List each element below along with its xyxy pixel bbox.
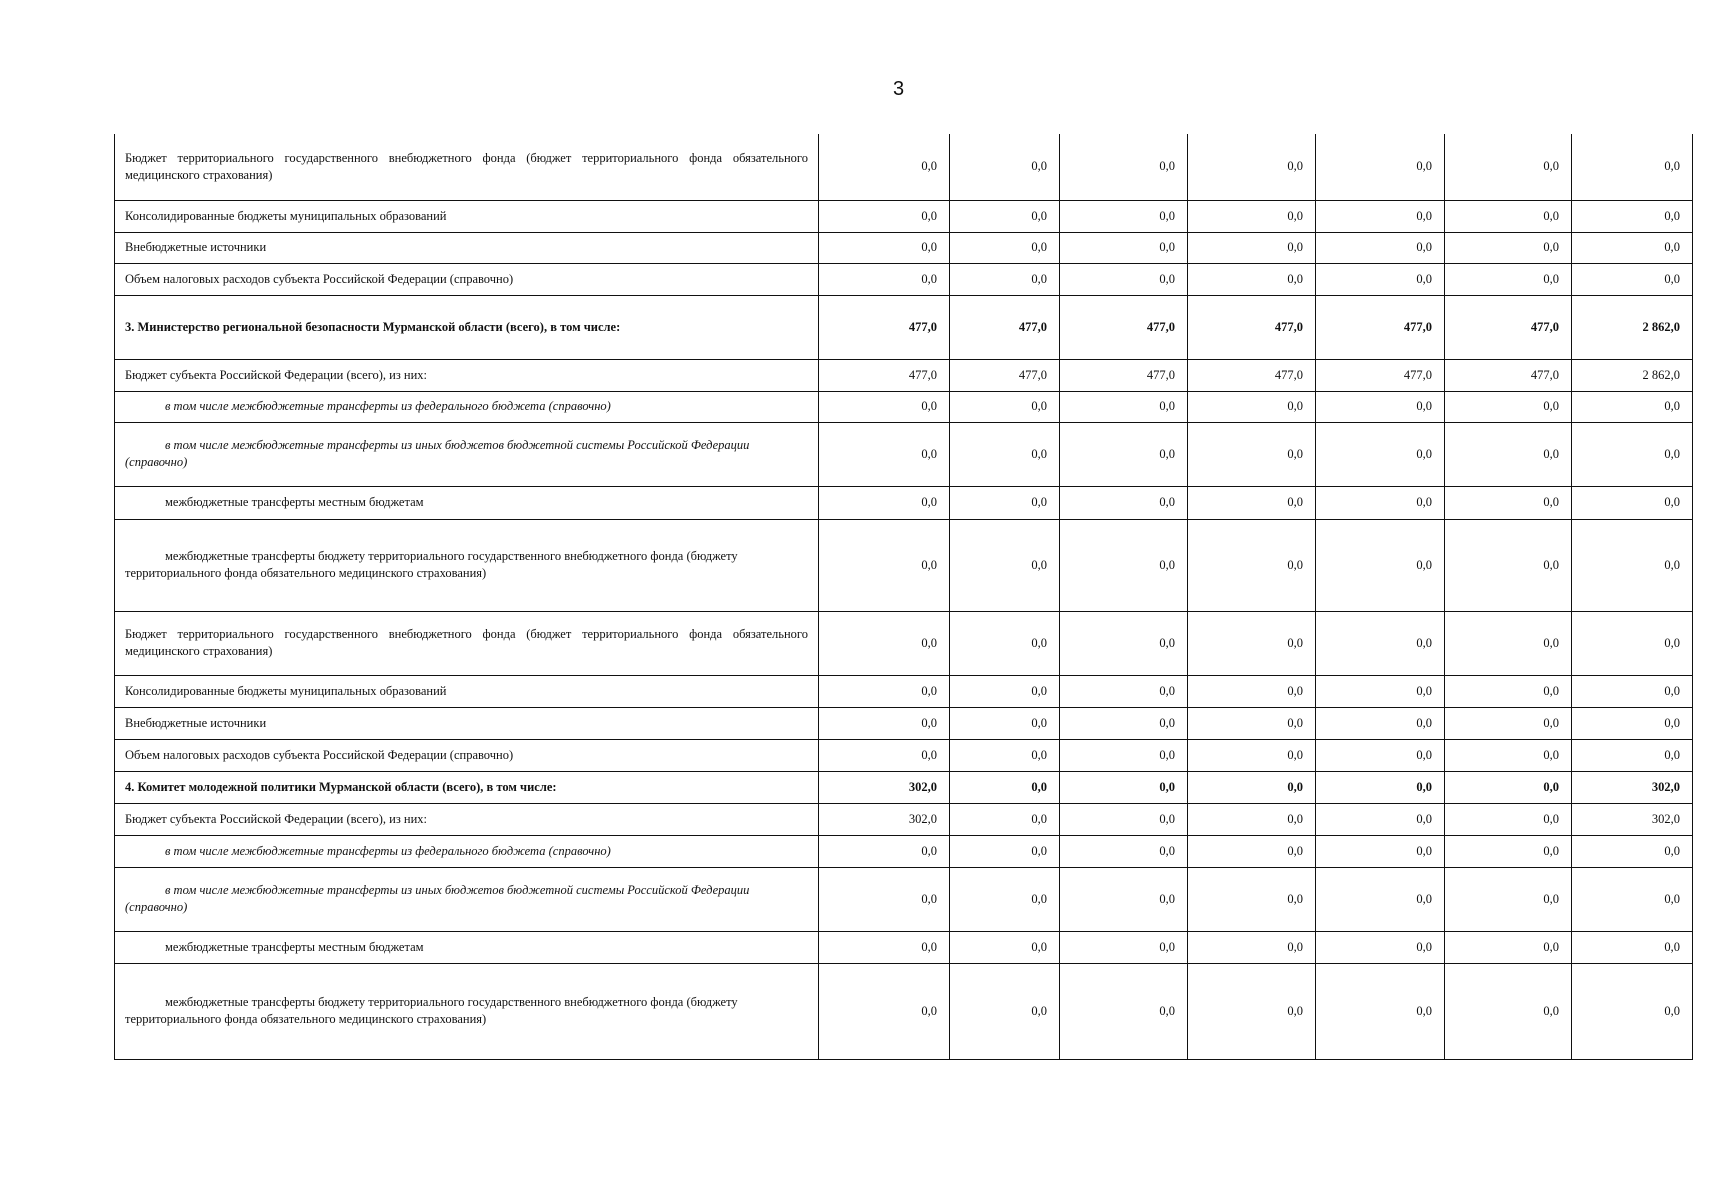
value-cell: 0,0: [1572, 611, 1693, 675]
value-cell: 0,0: [1188, 611, 1316, 675]
value-cell: 0,0: [1060, 200, 1188, 232]
value-cell: 477,0: [1316, 295, 1445, 359]
value-cell: 0,0: [1188, 232, 1316, 263]
row-label: [115, 675, 819, 707]
value-cell: 0,0: [950, 611, 1060, 675]
value-cell: 0,0: [1060, 675, 1188, 707]
value-cell: 477,0: [819, 359, 950, 391]
value-cell: 0,0: [1188, 931, 1316, 963]
value-cell: 0,0: [1316, 771, 1445, 803]
row-label: [115, 867, 819, 931]
value-cell: 0,0: [1188, 803, 1316, 835]
value-cell: 0,0: [1188, 963, 1316, 1059]
value-cell: 477,0: [1060, 295, 1188, 359]
value-cell: 0,0: [1572, 931, 1693, 963]
value-cell: 477,0: [950, 359, 1060, 391]
value-cell: 0,0: [950, 422, 1060, 486]
value-cell: 0,0: [819, 422, 950, 486]
value-cell: 0,0: [1445, 803, 1572, 835]
value-cell: 0,0: [819, 486, 950, 519]
row-label: [115, 200, 819, 232]
value-cell: 0,0: [819, 739, 950, 771]
value-cell: 0,0: [1060, 611, 1188, 675]
value-cell: 477,0: [1316, 359, 1445, 391]
value-cell: 0,0: [1060, 739, 1188, 771]
value-cell: 0,0: [1188, 675, 1316, 707]
value-cell: 0,0: [1060, 931, 1188, 963]
value-cell: 0,0: [1188, 200, 1316, 232]
value-cell: 0,0: [1316, 263, 1445, 295]
table-row: [115, 931, 1693, 963]
row-label-text: Объем налоговых расходов субъекта Российской Федерации (справочно): [125, 747, 514, 762]
value-cell: 0,0: [1572, 391, 1693, 422]
row-label: [115, 359, 819, 391]
value-cell: 0,0: [819, 200, 950, 232]
value-cell: 0,0: [1572, 835, 1693, 867]
table-row: [115, 422, 1693, 486]
value-cell: 0,0: [1188, 771, 1316, 803]
value-cell: 0,0: [1572, 263, 1693, 295]
value-cell: 477,0: [1445, 359, 1572, 391]
table-row: [115, 803, 1693, 835]
value-cell: 0,0: [1316, 931, 1445, 963]
value-cell: 0,0: [819, 963, 950, 1059]
value-cell: 0,0: [1445, 963, 1572, 1059]
row-label: [115, 486, 819, 519]
value-cell: 0,0: [1572, 422, 1693, 486]
value-cell: 0,0: [1188, 486, 1316, 519]
value-cell: 0,0: [1060, 232, 1188, 263]
row-label-text: Консолидированные бюджеты муниципальных образований: [125, 208, 447, 223]
value-cell: 0,0: [819, 134, 950, 200]
row-label-text: 4. Комитет молодежной политики Мурманской области (всего), в том числе:: [125, 779, 557, 794]
table-row: [115, 675, 1693, 707]
value-cell: 0,0: [1316, 519, 1445, 611]
table-row: [115, 835, 1693, 867]
value-cell: 0,0: [1060, 771, 1188, 803]
row-label-text: межбюджетные трансферты бюджету территориального государственного внебюджетного фонда (бюджету территориального фонда обязательного медицинского страхования): [125, 549, 738, 580]
page-number: 3: [892, 78, 905, 100]
value-cell: 0,0: [1572, 739, 1693, 771]
table-row: [115, 739, 1693, 771]
value-cell: 0,0: [1572, 963, 1693, 1059]
table-row: [115, 611, 1693, 675]
value-cell: 0,0: [1572, 200, 1693, 232]
value-cell: 0,0: [950, 835, 1060, 867]
value-cell: 0,0: [1445, 707, 1572, 739]
row-label-text: Бюджет территориального государственного внебюджетного фонда (бюджет территориального фонда обязательного медицинского страхования): [125, 627, 808, 658]
value-cell: 0,0: [819, 263, 950, 295]
value-cell: 0,0: [1572, 707, 1693, 739]
value-cell: 0,0: [1060, 803, 1188, 835]
value-cell: 477,0: [1060, 359, 1188, 391]
row-label: [115, 803, 819, 835]
row-label: [115, 519, 819, 611]
value-cell: 0,0: [1445, 200, 1572, 232]
value-cell: 0,0: [950, 931, 1060, 963]
row-label: [115, 422, 819, 486]
table-row: [115, 486, 1693, 519]
value-cell: 0,0: [1572, 232, 1693, 263]
value-cell: 0,0: [950, 771, 1060, 803]
value-cell: 477,0: [819, 295, 950, 359]
row-label: [115, 963, 819, 1059]
row-label: [115, 611, 819, 675]
value-cell: 0,0: [1316, 422, 1445, 486]
value-cell: 0,0: [950, 519, 1060, 611]
table-row: [115, 519, 1693, 611]
value-cell: 0,0: [1316, 391, 1445, 422]
value-cell: 0,0: [950, 391, 1060, 422]
value-cell: 0,0: [1445, 835, 1572, 867]
value-cell: 0,0: [1445, 134, 1572, 200]
value-cell: 0,0: [1316, 675, 1445, 707]
row-label: [115, 295, 819, 359]
table-row: [115, 867, 1693, 931]
value-cell: 0,0: [819, 611, 950, 675]
row-label-text: межбюджетные трансферты местным бюджетам: [165, 495, 424, 510]
value-cell: 0,0: [1445, 391, 1572, 422]
value-cell: 0,0: [1060, 707, 1188, 739]
table-row: [115, 200, 1693, 232]
value-cell: 0,0: [1572, 519, 1693, 611]
row-label-text: Бюджет территориального государственного внебюджетного фонда (бюджет территориального фонда обязательного медицинского страхования): [125, 150, 808, 182]
row-label-text: межбюджетные трансферты бюджету территориального государственного внебюджетного фонда (бюджету территориального фонда обязательного медицинского страхования): [125, 995, 738, 1026]
row-label-text: Внебюджетные источники: [125, 240, 267, 255]
value-cell: 0,0: [819, 519, 950, 611]
value-cell: 0,0: [1060, 963, 1188, 1059]
row-label: [115, 707, 819, 739]
table-row: [115, 771, 1693, 803]
value-cell: 302,0: [1572, 803, 1693, 835]
value-cell: 0,0: [1188, 739, 1316, 771]
value-cell: 0,0: [1188, 391, 1316, 422]
value-cell: 0,0: [1316, 707, 1445, 739]
value-cell: 0,0: [1188, 867, 1316, 931]
row-label: [115, 232, 819, 263]
value-cell: 0,0: [819, 835, 950, 867]
value-cell: 0,0: [950, 867, 1060, 931]
value-cell: 0,0: [1316, 611, 1445, 675]
value-cell: 0,0: [1316, 486, 1445, 519]
value-cell: 0,0: [1316, 134, 1445, 200]
value-cell: 0,0: [1316, 739, 1445, 771]
value-cell: 0,0: [1445, 931, 1572, 963]
value-cell: 0,0: [1316, 232, 1445, 263]
value-cell: 0,0: [950, 675, 1060, 707]
value-cell: 0,0: [1445, 771, 1572, 803]
value-cell: 0,0: [1316, 835, 1445, 867]
table-row: [115, 359, 1693, 391]
value-cell: 0,0: [1445, 263, 1572, 295]
row-label: [115, 134, 819, 200]
value-cell: 0,0: [1188, 519, 1316, 611]
value-cell: 0,0: [819, 391, 950, 422]
value-cell: 0,0: [1060, 391, 1188, 422]
value-cell: 0,0: [950, 200, 1060, 232]
table-row: [115, 963, 1693, 1059]
value-cell: 302,0: [819, 803, 950, 835]
row-label-text: в том числе межбюджетные трансферты из федерального бюджета (справочно): [165, 399, 611, 414]
value-cell: 0,0: [1188, 422, 1316, 486]
row-label: [115, 931, 819, 963]
value-cell: 0,0: [1188, 263, 1316, 295]
value-cell: 477,0: [950, 295, 1060, 359]
value-cell: 2 862,0: [1572, 359, 1693, 391]
row-label-text: 3. Министерство региональной безопасности Мурманской области (всего), в том числе:: [125, 319, 621, 334]
row-label-text: в том числе межбюджетные трансферты из иных бюджетов бюджетной системы Российской Федерации (справочно): [125, 883, 750, 914]
value-cell: 0,0: [1316, 867, 1445, 931]
value-cell: 0,0: [1316, 803, 1445, 835]
row-label-text: в том числе межбюджетные трансферты из иных бюджетов бюджетной системы Российской Федерации (справочно): [125, 438, 750, 469]
value-cell: 477,0: [1188, 295, 1316, 359]
row-label-text: Объем налоговых расходов субъекта Российской Федерации (справочно): [125, 271, 514, 286]
value-cell: 0,0: [1188, 707, 1316, 739]
value-cell: 0,0: [1060, 134, 1188, 200]
value-cell: 302,0: [1572, 771, 1693, 803]
row-label-text: Консолидированные бюджеты муниципальных образований: [125, 683, 447, 698]
value-cell: 0,0: [819, 931, 950, 963]
value-cell: 0,0: [1060, 867, 1188, 931]
value-cell: 0,0: [1316, 200, 1445, 232]
value-cell: 0,0: [1060, 835, 1188, 867]
value-cell: 0,0: [819, 867, 950, 931]
value-cell: 0,0: [1060, 422, 1188, 486]
row-label: [115, 771, 819, 803]
value-cell: 0,0: [1060, 263, 1188, 295]
value-cell: 0,0: [1060, 486, 1188, 519]
row-label: [115, 835, 819, 867]
value-cell: 0,0: [1445, 422, 1572, 486]
value-cell: 0,0: [1445, 739, 1572, 771]
row-label-text: межбюджетные трансферты местным бюджетам: [165, 939, 424, 954]
value-cell: 0,0: [950, 134, 1060, 200]
table-row: [115, 134, 1693, 200]
budget-table: [114, 134, 1693, 1060]
value-cell: 0,0: [1572, 486, 1693, 519]
row-label-text: Бюджет субъекта Российской Федерации (всего), из них:: [125, 367, 428, 382]
row-label: [115, 739, 819, 771]
row-label: [115, 391, 819, 422]
table-row: [115, 232, 1693, 263]
value-cell: 0,0: [950, 803, 1060, 835]
value-cell: 0,0: [819, 707, 950, 739]
row-label-text: Внебюджетные источники: [125, 715, 267, 730]
value-cell: 0,0: [950, 739, 1060, 771]
row-label-text: в том числе межбюджетные трансферты из федерального бюджета (справочно): [165, 843, 611, 858]
value-cell: 0,0: [1445, 611, 1572, 675]
value-cell: 477,0: [1445, 295, 1572, 359]
value-cell: 0,0: [1445, 675, 1572, 707]
row-label-text: Бюджет субъекта Российской Федерации (всего), из них:: [125, 811, 428, 826]
value-cell: 0,0: [950, 263, 1060, 295]
row-label: [115, 263, 819, 295]
value-cell: 0,0: [1572, 675, 1693, 707]
value-cell: 0,0: [1572, 134, 1693, 200]
value-cell: 2 862,0: [1572, 295, 1693, 359]
value-cell: 0,0: [950, 232, 1060, 263]
value-cell: 0,0: [819, 675, 950, 707]
value-cell: 0,0: [1445, 519, 1572, 611]
value-cell: 0,0: [1445, 867, 1572, 931]
value-cell: 0,0: [950, 963, 1060, 1059]
value-cell: 0,0: [819, 232, 950, 263]
value-cell: 0,0: [1316, 963, 1445, 1059]
value-cell: 0,0: [1572, 867, 1693, 931]
value-cell: 0,0: [1060, 519, 1188, 611]
table-row: [115, 707, 1693, 739]
table-row: [115, 295, 1693, 359]
value-cell: 0,0: [1445, 486, 1572, 519]
value-cell: 302,0: [819, 771, 950, 803]
value-cell: 0,0: [1445, 232, 1572, 263]
value-cell: 477,0: [1188, 359, 1316, 391]
value-cell: 0,0: [950, 486, 1060, 519]
value-cell: 0,0: [950, 707, 1060, 739]
table-row: [115, 391, 1693, 422]
value-cell: 0,0: [1188, 134, 1316, 200]
table-row: [115, 263, 1693, 295]
value-cell: 0,0: [1188, 835, 1316, 867]
